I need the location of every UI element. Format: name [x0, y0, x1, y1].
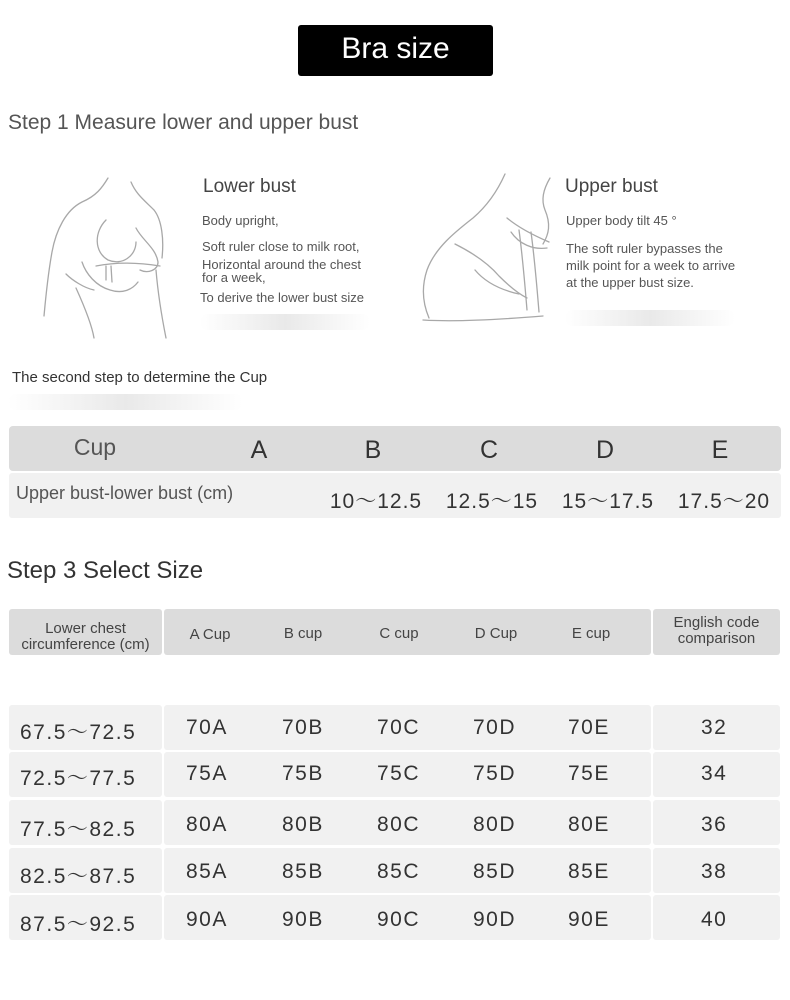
cup-letter: B [364, 436, 382, 464]
size-cell: 70D [473, 716, 517, 739]
english-code: 32 [701, 716, 728, 739]
faded-text-smudge [200, 314, 370, 330]
lower-chest-range: 72.5～77.5 [20, 767, 137, 790]
header-lower-chest-line2: circumference (cm) [21, 636, 150, 653]
size-cell: 85D [473, 860, 517, 883]
step3-heading: Step 3 Select Size [7, 557, 204, 584]
step2-heading: The second step to determine the Cup [12, 369, 268, 386]
cup-letter: D [595, 436, 615, 464]
size-cell: 75E [568, 762, 610, 785]
size-cell: 90B [282, 908, 324, 931]
size-cell: 80A [186, 813, 228, 836]
cup-range: 12.5～15 [445, 490, 539, 513]
lower-bust-title: Lower bust [203, 176, 296, 197]
header-cup: C cup [379, 625, 419, 642]
size-cell: 80B [282, 813, 324, 836]
size-cell: 80E [568, 813, 610, 836]
upper-bust-illustration [415, 170, 565, 330]
size-cell: 85A [186, 860, 228, 883]
upper-bust-title: Upper bust [565, 176, 658, 197]
lower-chest-range: 67.5～72.5 [20, 721, 137, 744]
size-cell: 90A [186, 908, 228, 931]
header-cup: E cup [571, 625, 611, 642]
size-cell: 90E [568, 908, 610, 931]
cup-range: 15～17.5 [561, 490, 655, 513]
lower-bust-line: Horizontal around the chest [202, 257, 361, 272]
size-cell: 70A [186, 716, 228, 739]
page-title: Bra size [298, 25, 493, 76]
cup-row-label: Upper bust-lower bust (cm) [16, 483, 234, 503]
header-cup: D Cup [474, 625, 518, 642]
size-cell: 85E [568, 860, 610, 883]
lower-chest-range: 87.5～92.5 [20, 913, 137, 936]
size-cell: 70E [568, 716, 610, 739]
lower-bust-line: To derive the lower bust size [200, 290, 365, 305]
faded-text-smudge [8, 394, 243, 410]
header-english-line1: English code [673, 614, 760, 631]
cup-letter: C [479, 436, 499, 464]
size-cell: 90C [377, 908, 421, 931]
lower-bust-line: Body upright, [202, 213, 279, 228]
lower-chest-range: 77.5～82.5 [20, 818, 137, 841]
size-cell: 80C [377, 813, 421, 836]
size-cell: 80D [473, 813, 517, 836]
cup-range: 10～12.5 [329, 490, 423, 513]
header-cup: B cup [283, 625, 323, 642]
english-code: 40 [701, 908, 728, 931]
lower-bust-illustration [36, 170, 196, 340]
upper-bust-line: Upper body tilt 45 ° [566, 213, 677, 228]
upper-bust-line: milk point for a week to arrive [566, 258, 736, 273]
english-code: 34 [701, 762, 728, 785]
lower-chest-range: 82.5～87.5 [20, 865, 137, 888]
size-cell: 75C [377, 762, 421, 785]
faded-text-smudge [565, 310, 735, 326]
english-code: 36 [701, 813, 728, 836]
lower-bust-line: Soft ruler close to milk root, [202, 239, 360, 254]
header-lower-chest-line1: Lower chest [45, 620, 126, 637]
cup-letter: A [250, 436, 268, 464]
cup-range: 17.5～20 [677, 490, 771, 513]
size-cell: 75B [282, 762, 324, 785]
size-cell: 85B [282, 860, 324, 883]
english-code: 38 [701, 860, 728, 883]
size-cell: 85C [377, 860, 421, 883]
header-cup: A Cup [189, 626, 231, 643]
size-cell: 70B [282, 716, 324, 739]
header-english-line2: comparison [677, 630, 756, 647]
cup-letter: E [711, 436, 729, 464]
size-cell: 90D [473, 908, 517, 931]
upper-bust-line: at the upper bust size. [566, 275, 694, 290]
size-cell: 75D [473, 762, 517, 785]
size-cell: 70C [377, 716, 421, 739]
lower-bust-line: for a week, [202, 270, 266, 285]
upper-bust-line: The soft ruler bypasses the [566, 241, 723, 256]
size-cell: 75A [186, 762, 228, 785]
step1-heading: Step 1 Measure lower and upper bust [8, 111, 359, 134]
cup-header-label: Cup [73, 434, 117, 460]
